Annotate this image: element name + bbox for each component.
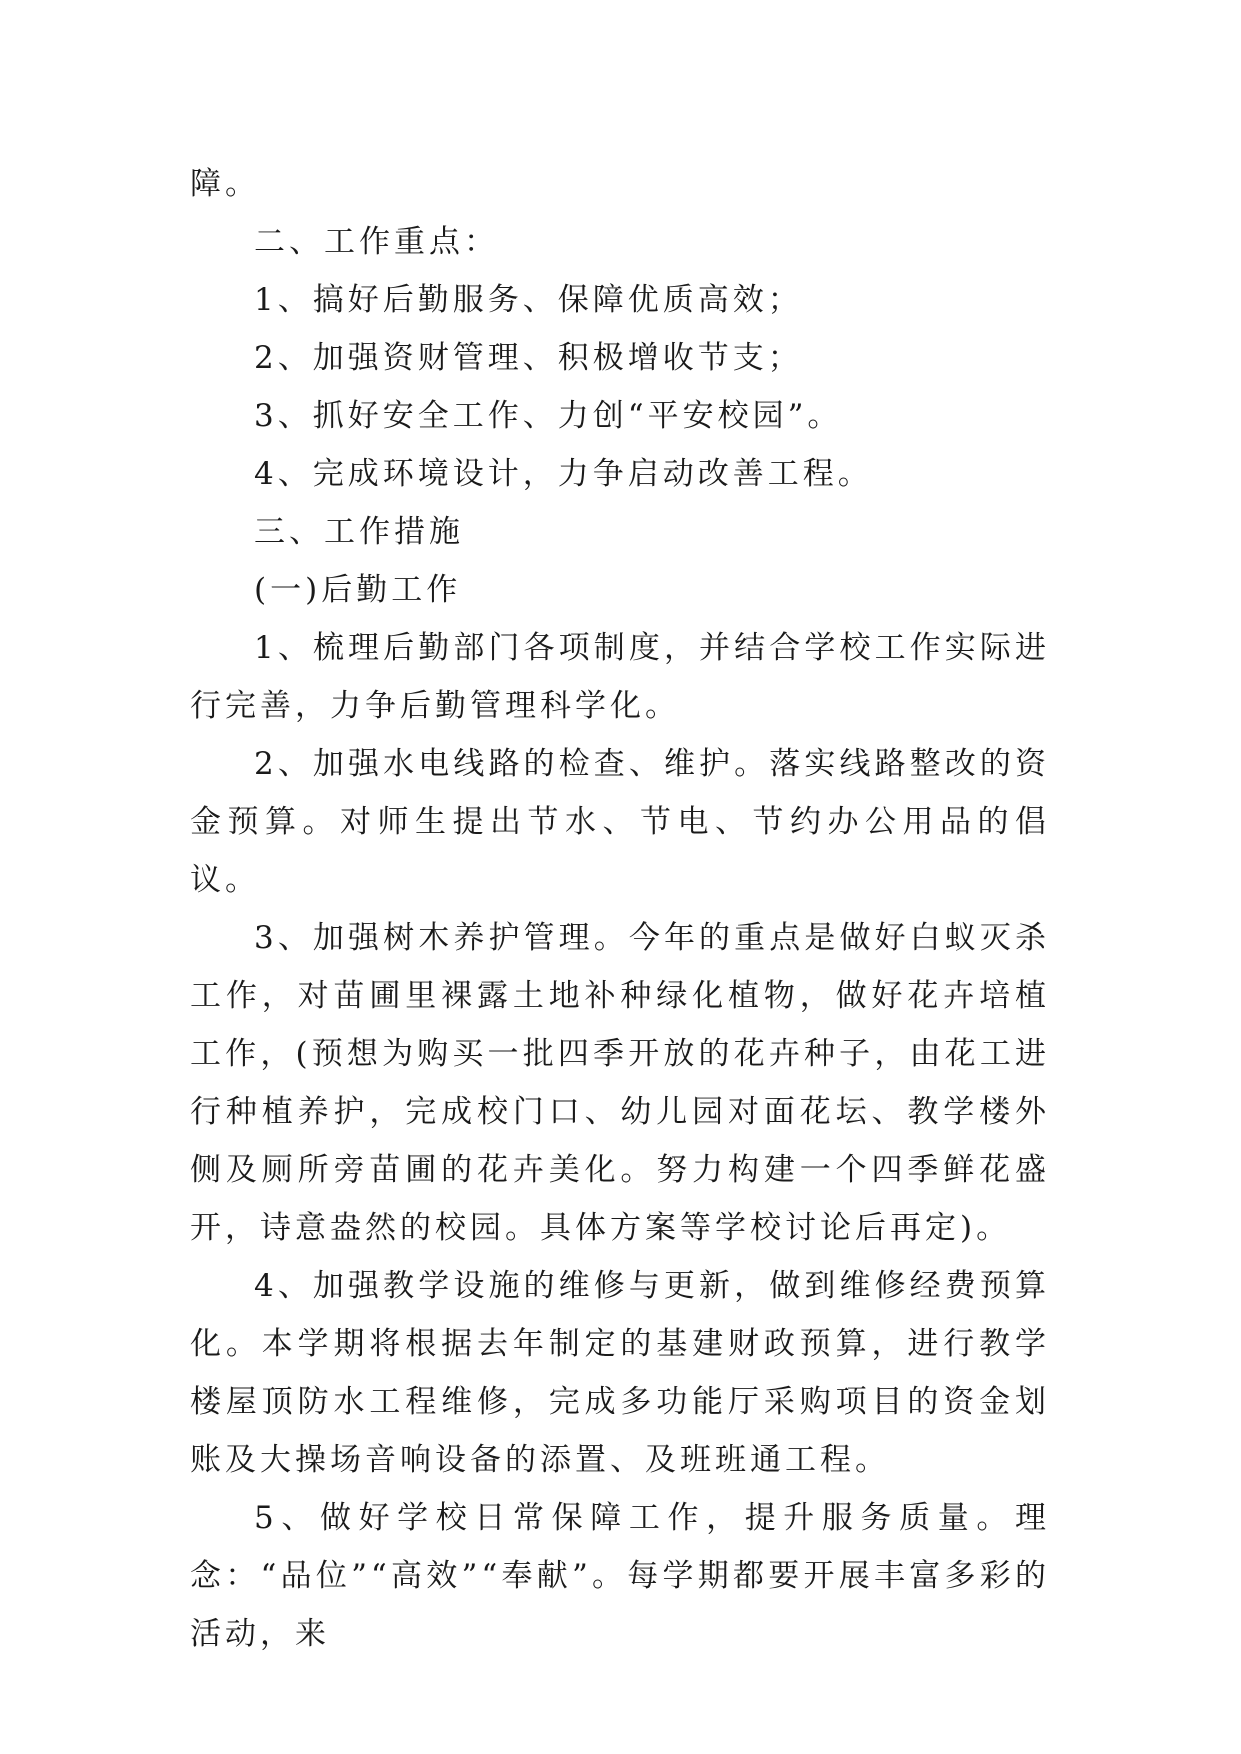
measure-item-1: 1、梳理后勤部门各项制度，并结合学校工作实际进行完善，力争后勤管理科学化。 [190,630,1050,724]
focus-item-2: 2、加强资财管理、积极增收节支； [254,340,803,376]
measure-item-4: 4、加强教学设施的维修与更新，做到维修经费预算化。本学期将根据去年制定的基建财政预算，进行教学楼屋顶防水工程维修，完成多功能厅采购项目的资金划账及大操场音响设备的添置、及班班通工程。 [190,1268,1050,1478]
focus-item-1: 1、搞好后勤服务、保障优质高效； [254,282,803,318]
heading-work-measures: 三、工作措施 [254,514,464,550]
paragraph-continuation: 障。 [190,166,260,202]
measure-item-5: 5、做好学校日常保障工作，提升服务质量。理念：“品位”“高效”“奉献”。每学期都要开展丰富多彩的活动，来 [190,1500,1050,1652]
focus-item-3: 3、抓好安全工作、力创“平安校园”。 [254,398,843,434]
document-body [190,155,1050,1663]
heading-work-focus: 二、工作重点： [254,224,499,260]
focus-item-4: 4、完成环境设计，力争启动改善工程。 [254,456,873,492]
measure-item-2: 2、加强水电线路的检查、维护。落实线路整改的资金预算。对师生提出节水、节电、节约办公用品的倡议。 [190,746,1050,898]
subheading-logistics: (一)后勤工作 [254,572,462,608]
measure-item-3: 3、加强树木养护管理。今年的重点是做好白蚁灭杀工作，对苗圃里裸露土地补种绿化植物，做好花卉培植工作，(预想为购买一批四季开放的花卉种子，由花工进行种植养护，完成校门口、幼儿园对面花坛、教学楼外侧及厕所旁苗圃的花卉美化。努力构建一个四季鲜花盛开，诗意盎然的校园。具体方案等学校讨论后再定)。 [190,920,1050,1246]
